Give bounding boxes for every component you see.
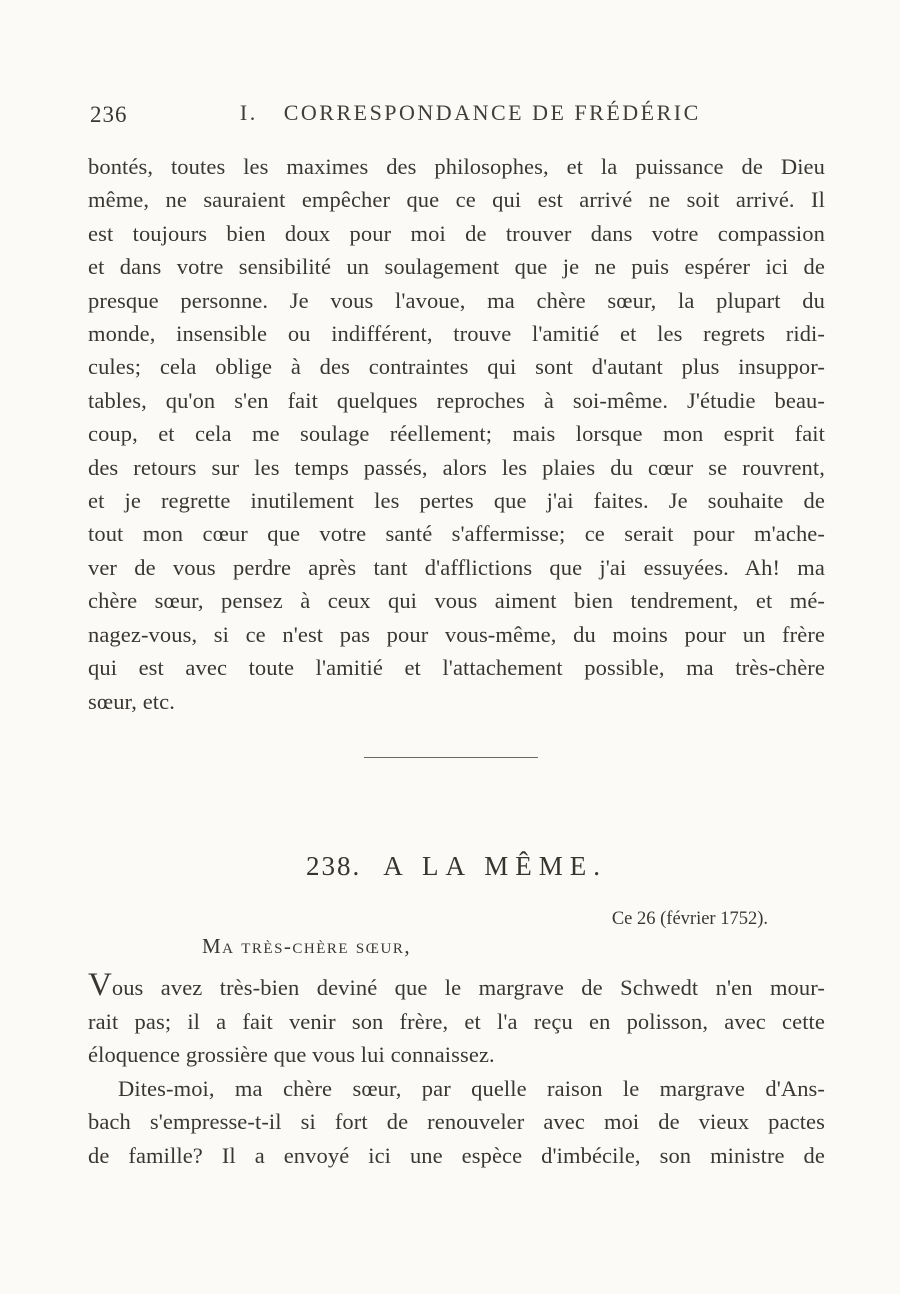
text-line: presque personne. Je vous l'avoue, ma chère sœur, la plupart du — [88, 287, 825, 313]
running-header-title — [240, 100, 701, 126]
text-line-rest: ous avez très-bien deviné que le margrave de Schwedt n'en mour- — [111, 975, 825, 1000]
text-line: bach s'empresse-t-il si fort de renouveler avec moi de vieux pactes — [88, 1109, 825, 1134]
text-line: de famille? Il a envoyé ici une espèce d'imbécile, son ministre de — [88, 1142, 825, 1168]
letter-dateline — [88, 909, 825, 930]
letter-heading-title: A LA MÊME. — [383, 851, 607, 881]
text-line: tout mon cœur que votre santé s'affermisse; ce serait pour m'ache- — [88, 521, 825, 547]
text-line: éloquence grossière que vous lui connaissez. — [88, 1042, 495, 1067]
drop-cap-initial: V — [88, 967, 112, 1003]
text-line: Dites-moi, ma chère sœur, par quelle raison le margrave d'Ans- — [118, 1075, 825, 1101]
text-line: monde, insensible ou indifférent, trouve l'amitié et les regrets ridi- — [88, 321, 825, 347]
text-line: bontés, toutes les maximes des philosophes, et la puissance de Dieu — [88, 154, 825, 179]
letter-heading-number: 238. — [305, 851, 362, 881]
running-header-numeral: I. — [239, 100, 258, 125]
text-line: qui est avec toute l'amitié et l'attachement possible, ma très-chère — [88, 655, 825, 681]
letter-heading — [88, 851, 825, 882]
letter-dateline-text: Ce 26 (février 1752). — [611, 909, 768, 929]
text-line: est toujours bien doux pour moi de trouver dans votre compassion — [88, 220, 825, 246]
letter-238-body — [88, 967, 825, 1172]
text-line: tables, qu'on s'en fait quelques reproches à soi-même. J'étudie beau- — [88, 387, 825, 413]
text-line: ver de vous perdre après tant d'afflictions que j'ai essuyées. Ah! ma — [88, 554, 825, 580]
text-line: sœur, etc. — [88, 688, 175, 714]
letter-237-continuation — [88, 150, 825, 718]
text-line: et je regrette inutilement les pertes que j'ai faites. Je souhaite de — [88, 488, 825, 514]
running-header-text: CORRESPONDANCE DE FRÉDÉRIC — [283, 100, 701, 125]
text-line: chère sœur, pensez à ceux qui vous aiment bien tendrement, et mé- — [88, 588, 825, 614]
section-divider — [364, 757, 538, 758]
letter-salutation: Ma très-chère sœur, — [202, 934, 412, 958]
text-line: même, ne sauraient empêcher que ce qui est arrivé ne soit arrivé. Il — [88, 187, 825, 213]
text-line: cules; cela oblige à des contraintes qui sont d'autant plus insuppor- — [88, 354, 825, 380]
text-line: rait pas; il a fait venir son frère, et l'a reçu en polisson, avec cette — [88, 1008, 825, 1034]
text-line: nagez-vous, si ce n'est pas pour vous-même, du moins pour un frère — [88, 621, 825, 647]
text-line: et dans votre sensibilité un soulagement que je ne puis espérer ici de — [88, 254, 825, 280]
running-header — [88, 100, 825, 132]
text-line: des retours sur les temps passés, alors les plaies du cœur se rouvrent, — [88, 454, 825, 480]
text-line — [88, 967, 825, 1005]
text-line: coup, et cela me soulage réellement; mais lorsque mon esprit fait — [88, 421, 825, 447]
page-number: 236 — [90, 102, 128, 127]
